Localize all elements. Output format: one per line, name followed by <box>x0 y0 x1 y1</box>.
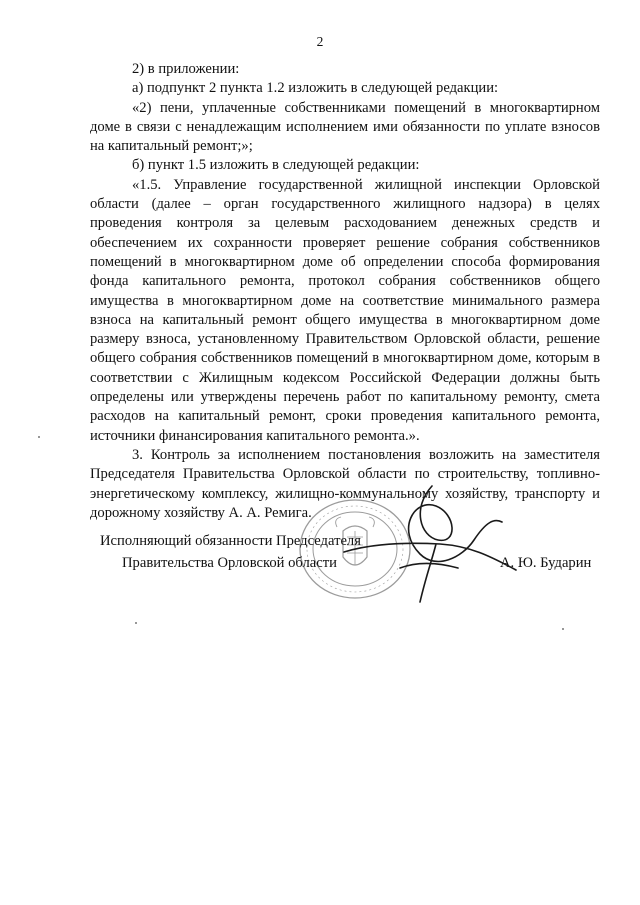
signatory-name: А. Ю. Бударин <box>500 555 592 571</box>
scan-speck <box>38 436 40 438</box>
paragraph-item-a-text: «2) пени, уплаченные собственниками помещений в многоквартирном доме в связи с ненадлежащим исполнением ими обязанности по уплате взносов на капитальный ремонт;»; <box>90 99 600 155</box>
signatory-position-line2: Правительства Орловской области <box>122 555 337 571</box>
paragraph-item-a: а) подпункт 2 пункта 1.2 изложить в следующей редакции: <box>132 80 499 97</box>
paragraph-item-b: б) пункт 1.5 изложить в следующей редакции: <box>132 157 420 174</box>
handwritten-signature <box>340 478 520 608</box>
paragraph-item-b-text: «1.5. Управление государственной жилищной инспекции Орловской области (далее – орган государственного жилищного надзора) в целях проведения контроля за целевым расходованием денежных средств и обеспечением их сохранности проверяет решение собрания собственников помещений в многоквартирном доме об определении способа формирования фонда капитального ремонта, протокол собрания собственников общего имущества в многоквартирном доме на соответствие минимального размера взноса на капитальный ремонт общего имущества в многоквартирном доме размеру взноса, установленному Правительством Орловской области, решение общего собрания собственников помещений в многоквартирном доме, которым в соответствии с Жилищным кодексом Российской Федерации должны быть определены или утверждены перечень работ по капитальному ремонту, смета расходов на капитальный ремонт, сроки проведения капитального ремонта, источники финансирования капитального ремонта.». <box>90 176 600 444</box>
paragraph-appendix-intro: 2) в приложении: <box>132 61 240 77</box>
document-body <box>90 60 600 523</box>
signatory-position-line1: Исполняющий обязанности Председателя <box>100 533 361 549</box>
scan-speck <box>135 622 137 624</box>
page-number: 2 <box>316 34 324 49</box>
paragraph-control: 3. Контроль за исполнением постановления возложить на заместителя Председателя Правительства Орловской области по строительству, топливно-энергетическому комплексу, жилищно-коммунальному хозяйству, транспорту и дорожному хозяйству А. А. Ремига. <box>90 446 600 521</box>
scan-speck <box>562 628 564 630</box>
